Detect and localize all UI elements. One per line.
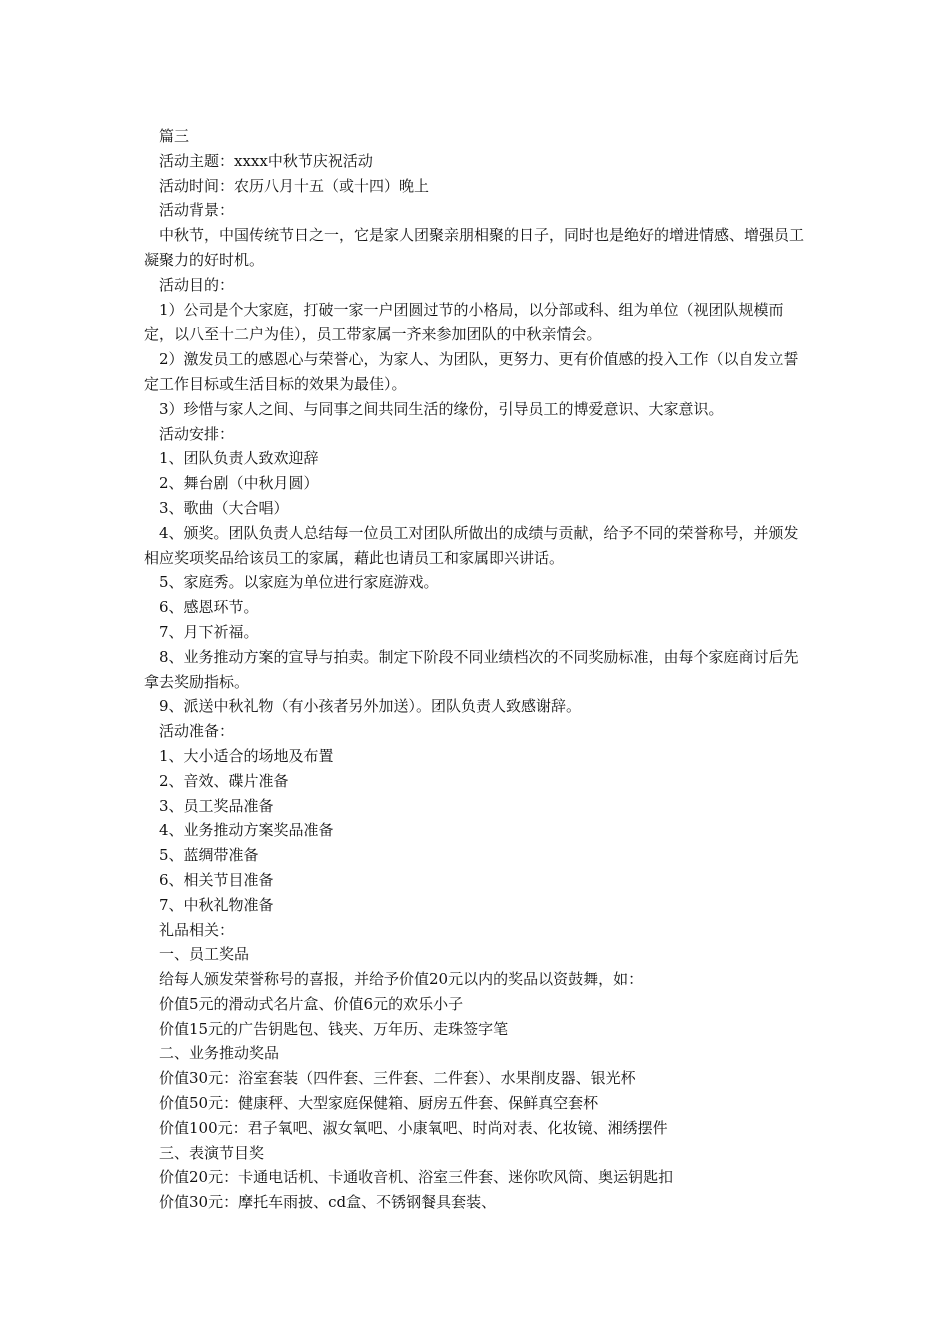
schedule-item: 4、颁奖。团队负责人总结每一位员工对团队所做出的成绩与贡献，给予不同的荣誉称号，并颁发相应奖项奖品给该员工的家属，藉此也请员工和家属即兴讲话。 <box>144 523 799 567</box>
background-text: 中秋节，中国传统节日之一，它是家人团聚亲朋相聚的日子，同时也是绝好的增进情感、增强员工凝聚力的好时机。 <box>144 226 805 269</box>
schedule-item: 7、月下祈福。 <box>159 622 259 641</box>
gifts-heading: 礼品相关： <box>159 920 235 939</box>
gift-category: 二、业务推动奖品 <box>159 1044 280 1063</box>
schedule-item: 3、歌曲（大合唱） <box>159 498 289 517</box>
schedule-item: 8、业务推动方案的宣导与拍卖。制定下阶段不同业绩档次的不同奖励标准，由每个家庭商讨后先拿去奖励指标。 <box>144 647 799 691</box>
purpose-heading: 活动目的： <box>159 275 235 294</box>
document-body <box>144 124 809 1215</box>
gift-text: 价值20元：卡通电话机、卡通收音机、浴室三件套、迷你吹风筒、奥运钥匙扣 <box>159 1168 674 1187</box>
gift-text: 给每人颁发荣誉称号的喜报，并给予价值20元以内的奖品以资鼓舞，如： <box>159 970 644 989</box>
preparation-item: 4、业务推动方案奖品准备 <box>159 821 334 840</box>
preparation-item: 7、中秋礼物准备 <box>159 895 274 914</box>
preparation-item: 3、员工奖品准备 <box>159 796 274 815</box>
gift-text: 价值30元：浴室套装（四件套、三件套、二件套）、水果削皮器、银光杯 <box>159 1069 636 1088</box>
gift-text: 价值30元：摩托车雨披、cd盒、不锈钢餐具套装、 <box>159 1193 497 1212</box>
schedule-item: 1、团队负责人致欢迎辞 <box>159 449 319 468</box>
background-heading: 活动背景： <box>159 201 235 220</box>
schedule-item: 9、派送中秋礼物（有小孩者另外加送）。团队负责人致感谢辞。 <box>159 697 582 716</box>
gift-text: 价值100元：君子氧吧、淑女氧吧、小康氧吧、时尚对表、化妆镜、湘绣摆件 <box>159 1118 668 1137</box>
purpose-item: 1）公司是个大家庭，打破一家一户团圆过节的小格局，以分部或科、组为单位（视团队规模而定，以八至十二户为佳），员工带家属一齐来参加团队的中秋亲情会。 <box>144 300 784 344</box>
section-heading: 篇三 <box>159 127 190 145</box>
preparation-heading: 活动准备： <box>159 722 235 741</box>
purpose-item: 3）珍惜与家人之间、与同事之间共同生活的缘份，引导员工的博爱意识、大家意识。 <box>159 399 724 418</box>
schedule-heading: 活动安排： <box>159 424 235 443</box>
schedule-item: 6、感恩环节。 <box>159 598 259 617</box>
preparation-item: 2、音效、碟片准备 <box>159 771 289 790</box>
gift-text: 价值5元的滑动式名片盒、价值6元的欢乐小子 <box>159 994 464 1013</box>
schedule-item: 2、舞台剧（中秋月圆） <box>159 474 319 493</box>
activity-time: 活动时间：农历八月十五（或十四）晚上 <box>159 176 430 195</box>
preparation-item: 1、大小适合的场地及布置 <box>159 746 334 765</box>
gift-text: 价值15元的广告钥匙包、钱夹、万年历、走珠签字笔 <box>159 1019 509 1038</box>
preparation-item: 6、相关节目准备 <box>159 870 274 889</box>
gift-category: 三、表演节目奖 <box>159 1143 265 1162</box>
purpose-item: 2）激发员工的感恩心与荣誉心，为家人、为团队，更努力、更有价值感的投入工作（以自发立誓定工作目标或生活目标的效果为最佳）。 <box>144 350 799 393</box>
schedule-item: 5、家庭秀。以家庭为单位进行家庭游戏。 <box>159 573 439 592</box>
gift-category: 一、员工奖品 <box>159 945 250 964</box>
preparation-item: 5、蓝绸带准备 <box>159 846 259 865</box>
gift-text: 价值50元：健康秤、大型家庭保健箱、厨房五件套、保鲜真空套杯 <box>159 1094 599 1113</box>
activity-theme: 活动主题：xxxx中秋节庆祝活动 <box>159 151 373 170</box>
